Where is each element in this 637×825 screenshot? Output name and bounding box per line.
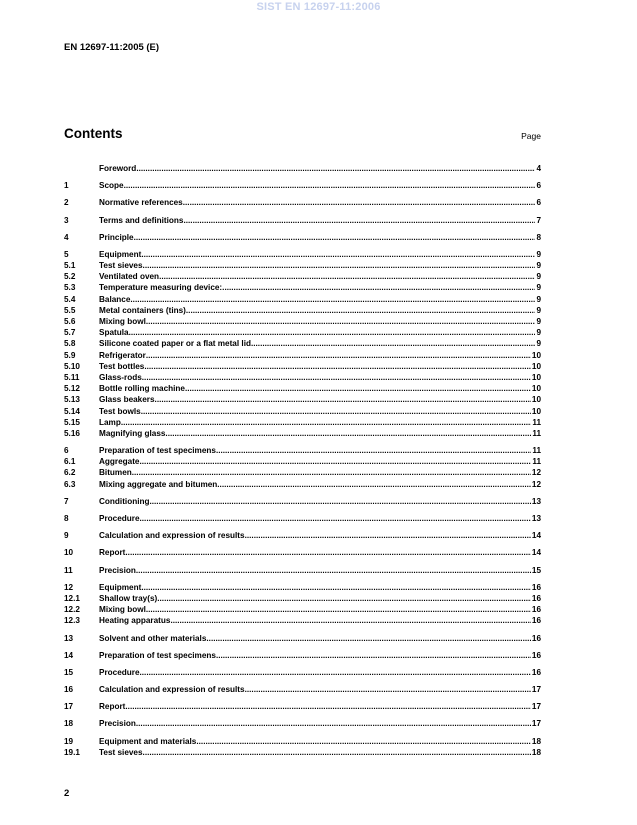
page-number: 2 [64,788,70,799]
toc-entry-title: Refrigerator [99,350,146,360]
document-id: EN 12697-11:2005 (E) [64,42,160,53]
toc-entry-title: Terms and definitions [99,215,184,225]
toc-entry-page: 17 [531,702,541,712]
toc-leader-dots [140,456,532,467]
toc-entry-page: 11 [532,428,541,438]
toc-entry-number: 5.16 [64,428,80,438]
toc-entry-number: 15 [64,667,74,677]
toc-entry[interactable] [64,197,541,208]
toc-leader-dots [124,180,536,191]
toc-entry[interactable] [64,249,541,260]
toc-entry[interactable] [64,350,541,361]
toc-entry-title: Heating apparatus [99,616,171,626]
toc-entry[interactable] [64,633,541,644]
toc-entry-page: 9 [536,305,541,315]
toc-entry[interactable] [64,394,541,405]
toc-leader-dots [146,350,531,361]
toc-entry-number: 5.4 [64,294,76,304]
toc-entry-page: 16 [531,616,541,626]
toc-entry-title: Temperature measuring device: [99,283,223,293]
toc-entry-page: 16 [531,650,541,660]
toc-entry-title: Procedure [99,667,140,677]
toc-entry-title: Shallow tray(s) [99,593,158,603]
toc-leader-dots [143,260,536,271]
toc-leader-dots [206,633,531,644]
toc-entry-page: 8 [536,232,541,242]
toc-entry[interactable] [64,565,541,576]
toc-entry-number: 5.5 [64,305,76,315]
toc-leader-dots [129,327,536,338]
toc-entry[interactable] [64,593,541,604]
toc-entry-title: Preparation of test specimens [99,650,216,660]
toc-entry[interactable] [64,582,541,593]
toc-leader-dots [141,249,535,260]
toc-leader-dots [134,232,536,243]
toc-entry[interactable] [64,719,541,730]
toc-entry-number: 18 [64,719,74,729]
toc-entry-number: 5.12 [64,384,80,394]
toc-entry-title: Balance [99,294,131,304]
toc-entry[interactable] [64,180,541,191]
toc-leader-dots [222,283,535,294]
toc-entry-page: 18 [531,747,541,757]
toc-entry-number: 5.3 [64,283,76,293]
toc-leader-dots [216,445,531,456]
toc-entry-title: Glass-rods [99,372,142,382]
toc-entry-page: 16 [531,582,541,592]
toc-entry-number: 1 [64,181,69,191]
toc-entry-page: 4 [536,163,541,173]
toc-entry-title: Solvent and other materials [99,633,207,643]
toc-entry-number: 6 [64,446,69,456]
toc-entry-title: Test sieves [99,261,143,271]
toc-entry-page: 13 [531,514,541,524]
toc-leader-dots [146,316,536,327]
toc-entry-page: 9 [536,249,541,259]
toc-entry-title: Spatula [99,328,129,338]
toc-entry-number: 19.1 [64,747,80,757]
toc-entry[interactable] [64,406,541,417]
toc-entry-title: Mixing bowl [99,605,146,615]
toc-entry-number: 5.10 [64,361,80,371]
toc-entry-page: 12 [531,479,541,489]
toc-entry-number: 14 [64,650,74,660]
toc-entry-title: Mixing bowl [99,317,146,327]
toc-entry-number: 12 [64,582,74,592]
toc-entry-title: Report [99,548,126,558]
toc-entry-title: Metal containers (tins) [99,305,186,315]
toc-entry-number: 6.1 [64,457,76,467]
toc-entry-page: 18 [531,736,541,746]
toc-entry-page: 9 [536,339,541,349]
toc-leader-dots [132,468,531,479]
toc-entry[interactable] [64,736,541,747]
toc-entry-page: 9 [536,283,541,293]
toc-entry-number: 17 [64,702,74,712]
toc-entry-number: 9 [64,531,69,541]
toc-entry-page: 16 [531,605,541,615]
toc-leader-dots [130,294,535,305]
toc-entry-page: 16 [531,667,541,677]
toc-entry-title: Silicone coated paper or a flat metal lid [99,339,251,349]
toc-entry-number: 13 [64,633,74,643]
toc-entry[interactable] [64,294,541,305]
toc-entry[interactable] [64,701,541,712]
toc-entry[interactable] [64,327,541,338]
toc-entry-page: 6 [536,181,541,191]
toc-entry-title: Calculation and expression of results [99,531,245,541]
toc-leader-dots [183,215,535,226]
toc-entry[interactable] [64,650,541,661]
toc-leader-dots [125,547,531,558]
toc-entry-title: Procedure [99,514,140,524]
toc-entry[interactable] [64,684,541,695]
toc-leader-dots [251,338,535,349]
toc-entry-title: Test sieves [99,747,143,757]
toc-entry-page: 9 [536,294,541,304]
toc-entry[interactable] [64,271,541,282]
toc-entry-page: 11 [532,457,541,467]
toc-leader-dots [216,650,531,661]
toc-entry[interactable] [64,547,541,558]
page-column-label: Page [521,131,541,141]
toc-entry-number: 7 [64,496,69,506]
toc-entry-title: Normative references [99,198,183,208]
toc-leader-dots [155,394,531,405]
toc-leader-dots [196,736,531,747]
toc-entry-number: 5.8 [64,339,76,349]
toc-entry[interactable] [64,667,541,678]
toc-entry-number: 3 [64,215,69,225]
toc-entry-number: 5.14 [64,406,80,416]
toc-entry[interactable] [64,260,541,271]
toc-entry-page: 7 [536,215,541,225]
toc-entry-page: 16 [531,593,541,603]
toc-entry[interactable] [64,615,541,626]
toc-entry[interactable] [64,496,541,507]
toc-entry-title: Calculation and expression of results [99,685,245,695]
toc-entry[interactable] [64,468,541,479]
toc-entry[interactable] [64,428,541,439]
toc-entry-title: Principle [99,232,134,242]
toc-entry-number: 11 [64,565,73,575]
toc-entry-page: 12 [531,468,541,478]
toc-entry-number: 5.7 [64,328,76,338]
toc-entry-number: 5.6 [64,317,76,327]
toc-entry[interactable] [64,747,541,758]
toc-entry-title: Precision [99,565,136,575]
toc-entry-number: 5 [64,249,69,259]
toc-entry[interactable] [64,232,541,243]
toc-entry-title: Bitumen [99,468,132,478]
toc-entry-page: 10 [531,406,541,416]
toc-entry-page: 10 [531,372,541,382]
watermark: SIST EN 12697-11:2006 [256,1,381,13]
toc-entry[interactable] [64,316,541,327]
toc-leader-dots [217,479,531,490]
toc-entry-title: Report [99,702,126,712]
toc-leader-dots [140,667,531,678]
toc-entry-title: Foreword [99,163,137,173]
toc-entry[interactable] [64,417,541,428]
toc-leader-dots [142,372,531,383]
toc-entry-number: 12.2 [64,605,80,615]
toc-leader-dots [159,271,535,282]
toc-leader-dots [185,383,531,394]
toc-entry-title: Test bottles [99,361,145,371]
toc-leader-dots [165,428,531,439]
toc-leader-dots [143,747,531,758]
toc-entry-title: Equipment [99,249,142,259]
toc-entry-page: 13 [531,496,541,506]
toc-leader-dots [136,163,535,174]
toc-entry[interactable] [64,215,541,226]
toc-entry-number: 6.3 [64,479,76,489]
toc-entry-title: Equipment and materials [99,736,197,746]
toc-entry-page: 9 [536,261,541,271]
toc-entry-title: Mixing aggregate and bitumen [99,479,218,489]
toc-entry-number: 4 [64,232,69,242]
toc-entry-number: 5.2 [64,272,76,282]
toc-entry-page: 15 [531,565,541,575]
toc-leader-dots [183,197,536,208]
toc-entry-title: Aggregate [99,457,140,467]
toc-entry[interactable] [64,163,541,174]
toc-entry[interactable] [64,445,541,456]
table-of-contents [64,163,541,758]
toc-leader-dots [157,593,531,604]
page-title: Contents [64,126,123,141]
toc-entry-title: Scope [99,181,124,191]
toc-leader-dots [141,582,531,593]
toc-entry[interactable] [64,530,541,541]
toc-entry-page: 17 [531,685,541,695]
toc-entry-number: 12.1 [64,593,80,603]
toc-leader-dots [121,417,532,428]
toc-entry-title: Preparation of test specimens [99,446,216,456]
toc-entry-number: 19 [64,736,74,746]
toc-entry-title: Bottle rolling machine [99,384,185,394]
toc-entry-number: 5.9 [64,350,76,360]
toc-entry-page: 17 [531,719,541,729]
toc-entry-title: Equipment [99,582,142,592]
toc-entry[interactable] [64,283,541,294]
toc-entry-number: 5.11 [64,372,80,382]
toc-entry-title: Magnifying glass [99,428,166,438]
toc-entry-page: 14 [531,548,541,558]
toc-entry-page: 10 [531,395,541,405]
toc-entry-page: 6 [536,198,541,208]
toc-entry-page: 14 [531,531,541,541]
toc-entry-page: 9 [536,317,541,327]
toc-entry[interactable] [64,383,541,394]
toc-entry-page: 10 [531,350,541,360]
toc-entry[interactable] [64,338,541,349]
toc-leader-dots [245,530,531,541]
toc-entry[interactable] [64,479,541,490]
toc-entry-page: 11 [532,446,541,456]
toc-leader-dots [125,701,531,712]
toc-entry-page: 10 [531,384,541,394]
toc-leader-dots [186,305,536,316]
toc-leader-dots [140,513,531,524]
toc-entry-number: 16 [64,685,74,695]
toc-entry[interactable] [64,513,541,524]
toc-entry-number: 8 [64,514,69,524]
toc-entry-number: 6.2 [64,468,76,478]
toc-entry-page: 16 [531,633,541,643]
toc-entry-number: 12.3 [64,616,80,626]
toc-entry-number: 5.15 [64,417,80,427]
toc-leader-dots [149,496,530,507]
toc-entry-page: 10 [531,361,541,371]
toc-entry[interactable] [64,372,541,383]
toc-leader-dots [136,565,531,576]
toc-entry-number: 5.1 [64,261,76,271]
toc-entry-page: 9 [536,328,541,338]
toc-leader-dots [170,615,530,626]
toc-entry-number: 2 [64,198,69,208]
toc-leader-dots [144,361,531,372]
toc-leader-dots [136,719,531,730]
toc-leader-dots [146,604,531,615]
toc-entry-number: 5.13 [64,395,80,405]
toc-entry[interactable] [64,456,541,467]
toc-entry-page: 11 [532,417,541,427]
toc-entry-page: 9 [536,272,541,282]
toc-entry-title: Glass beakers [99,395,155,405]
toc-entry[interactable] [64,604,541,615]
toc-entry[interactable] [64,305,541,316]
toc-entry-number: 10 [64,548,74,558]
toc-entry[interactable] [64,361,541,372]
toc-leader-dots [245,684,531,695]
toc-entry-title: Ventilated oven [99,272,160,282]
toc-entry-title: Test bowls [99,406,141,416]
toc-entry-title: Conditioning [99,496,150,506]
toc-leader-dots [141,406,531,417]
toc-entry-title: Lamp [99,417,121,427]
toc-entry-title: Precision [99,719,136,729]
